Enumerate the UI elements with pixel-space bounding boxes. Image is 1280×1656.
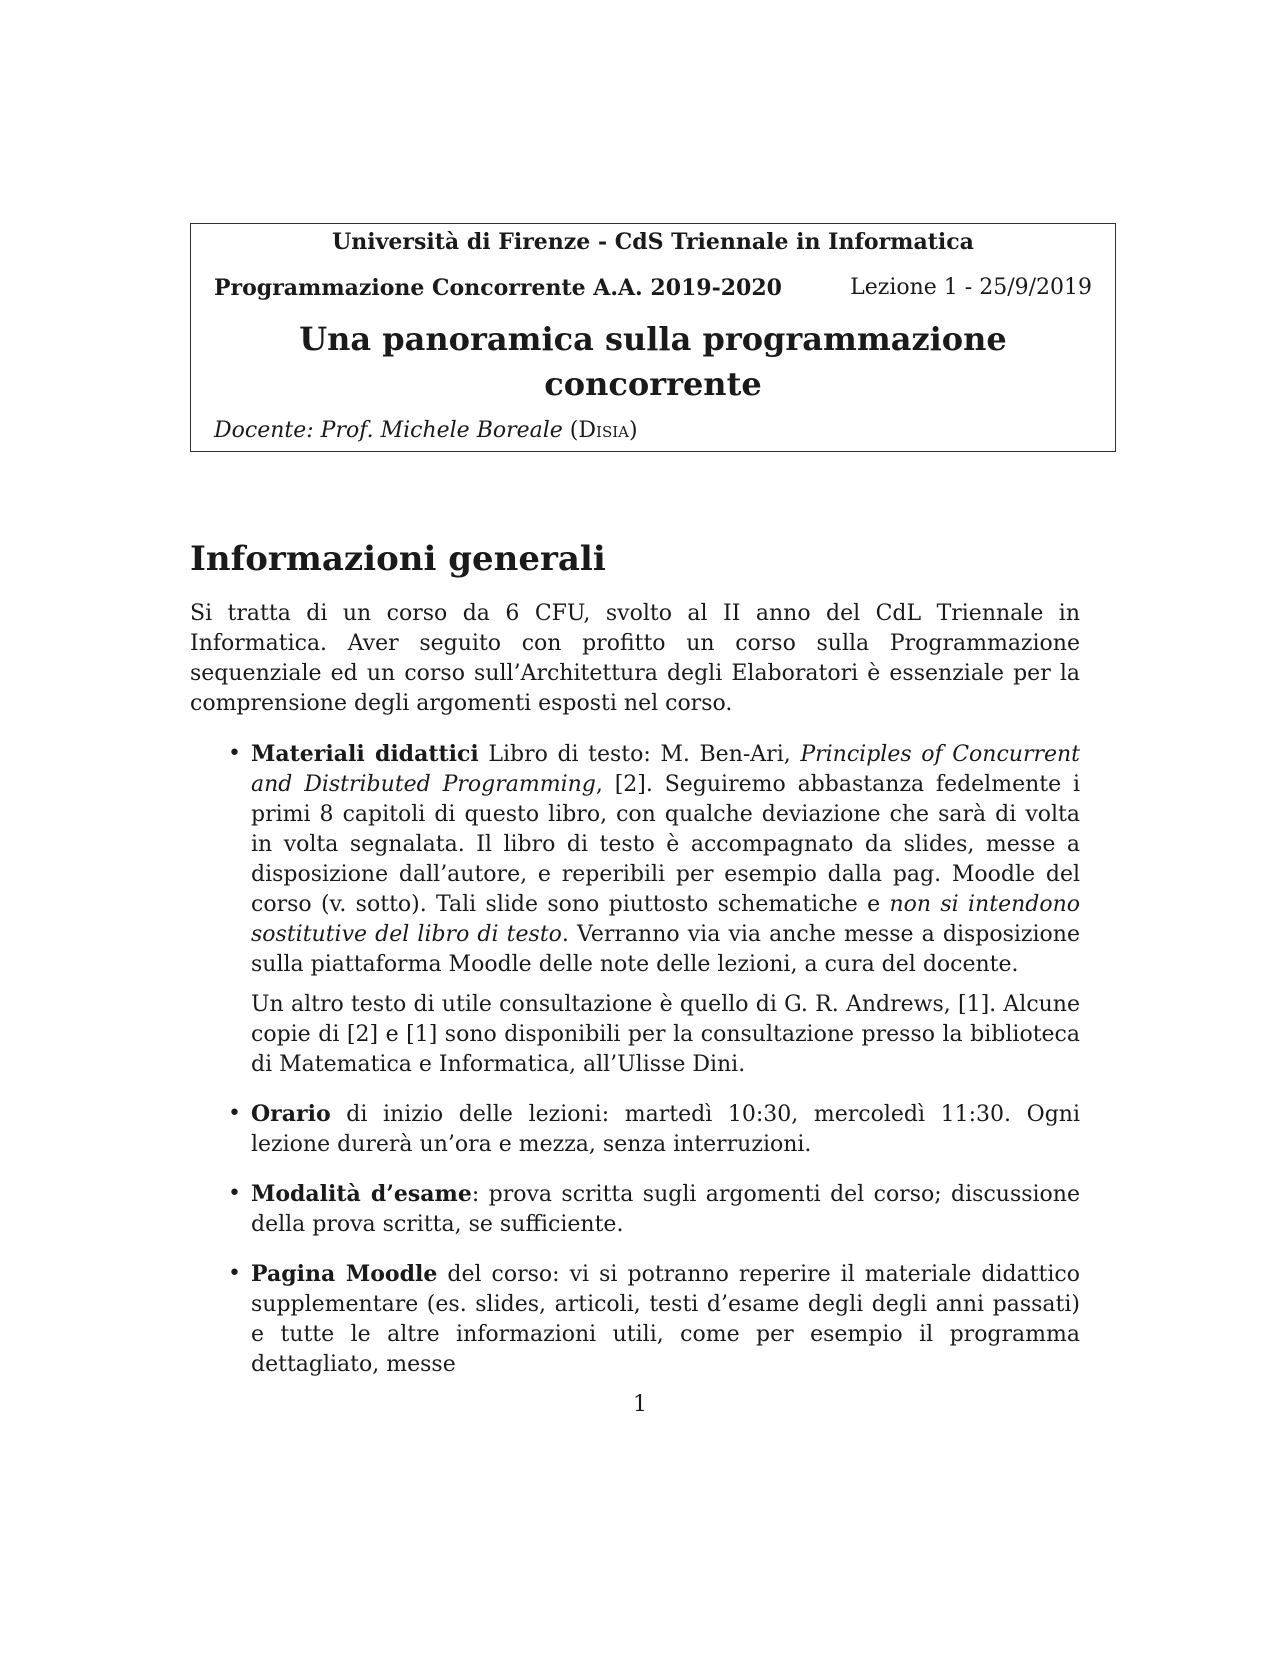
orario-text: di inizio delle lezioni: martedì 10:30, mercoledì 11:30. Ogni lezione durerà un’ora e mezza, senza interruzioni.: [251, 1102, 1080, 1157]
page-number: 1: [633, 1392, 647, 1417]
orario-paragraph: [251, 1099, 1080, 1160]
list-item-moodle: [190, 1259, 1080, 1380]
bullet-marker: •: [228, 1261, 241, 1286]
lecture-title: [191, 317, 1115, 407]
lesson-date: Lezione 1 - 25/9/2019: [850, 275, 1092, 300]
docente-dept-open: (: [562, 418, 579, 443]
docente-dept: Disia: [578, 418, 629, 443]
moodle-text: del corso: vi si potranno reperire il materiale didattico supplementare (es. slides, articoli, testi d’esame degli degli anni passati) e tutte le altre informazioni utili, come per esempio il programma dettagliato, messe: [251, 1262, 1080, 1377]
docente-line: [214, 416, 638, 446]
moodle-paragraph: [251, 1259, 1080, 1380]
lecture-title-line1: Una panoramica sulla programmazione: [299, 320, 1007, 358]
materiali-text-2: , [2]. Seguiremo abbastanza fedelmente i primi 8 capitoli di questo libro, con qualche deviazione che sarà di volta in volta segnalata. Il libro di testo è accompagnato da slides, messe a disposizione dall’autore, e reperibili per esempio dalla pag. Moodle del corso (v. sotto). Tali slide sono piuttosto schematiche e: [251, 772, 1081, 917]
course-name: Programmazione Concorrente A.A. 2019-2020: [214, 275, 782, 301]
esame-text: : prova scritta sugli argomenti del corso; discussione della prova scritta, se sufficiente.: [251, 1182, 1080, 1237]
docente-dept-close: ): [629, 418, 638, 443]
list-item-orario: [190, 1099, 1080, 1160]
bullet-marker: •: [228, 741, 241, 766]
bullet-marker: •: [228, 1181, 241, 1206]
lecture-title-line2: concorrente: [544, 365, 762, 403]
materiali-emphasis: non si intendono sostitutive del libro di testo: [251, 892, 1080, 947]
moodle-term: Pagina Moodle: [251, 1261, 438, 1287]
materiali-term: Materiali didattici: [251, 741, 479, 767]
book-title: Principles of Concurrent and Distributed Programming: [251, 742, 1081, 797]
materiali-paragraph: [251, 739, 1080, 980]
orario-term: Orario: [251, 1101, 331, 1127]
docente-name: Docente: Prof. Michele Boreale: [214, 418, 563, 443]
bullet-marker: •: [228, 1101, 241, 1126]
info-list: [190, 739, 1080, 1399]
university-line: Università di Firenze - CdS Triennale in Informatica: [332, 229, 974, 255]
materiali-paragraph-2: Un altro testo di utile consultazione è quello di G. R. Andrews, [1]. Alcune copie di [2] e [1] sono disponibili per la consultazione presso la biblioteca di Matematica e Informatica, all’Ulisse Dini.: [251, 992, 1080, 1077]
section-title: Informazioni generali: [190, 539, 606, 579]
esame-term: Modalità d’esame: [251, 1181, 472, 1207]
list-item-esame: [190, 1179, 1080, 1240]
esame-paragraph: [251, 1179, 1080, 1240]
intro-paragraph: Si tratta di un corso da 6 CFU, svolto al II anno del CdL Triennale in Informatica. Aver seguito con profitto un corso sulla Programmazione sequenziale ed un corso sull’Architettura degli Elaboratori è essenziale per la comprensione degli argomenti esposti nel corso.: [190, 601, 1080, 716]
list-item-materiali: [190, 739, 1080, 1080]
header-box: [190, 223, 1116, 452]
materiali-text-3: . Verranno via via anche messe a disposizione sulla piattaforma Moodle delle note delle lezioni, a cura del docente.: [251, 922, 1080, 977]
materiali-text-1: Libro di testo: M. Ben-Ari,: [478, 742, 801, 767]
